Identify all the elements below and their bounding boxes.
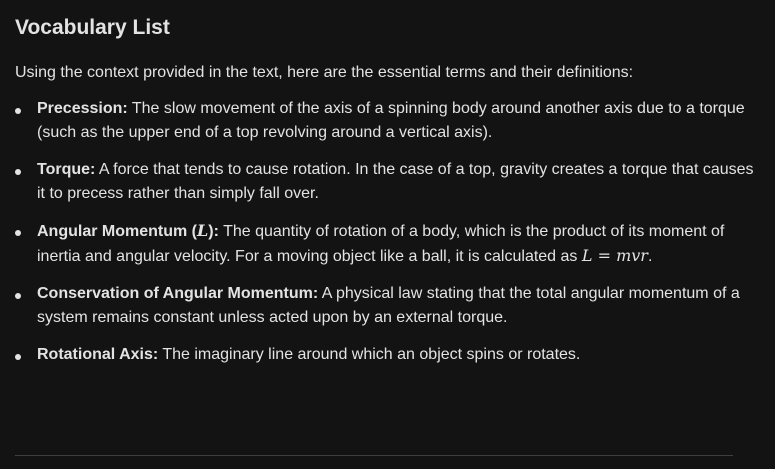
intro-text: Using the context provided in the text, here are the essential terms and their definitions:: [15, 64, 634, 81]
term-name-end: ):: [208, 223, 219, 240]
term-definition: The slow movement of the axis of a spinning body around another axis due to a torque (such as the upper end of a top revolving around a vertical axis).: [37, 100, 745, 141]
bullet-icon: [15, 354, 21, 360]
term-definition: The imaginary line around which an object spins or rotates.: [158, 346, 581, 363]
math-formula: L = mvr: [581, 246, 648, 265]
section-divider: [15, 455, 733, 456]
term-name: Rotational Axis:: [37, 346, 159, 363]
term-angular-momentum: [15, 219, 760, 269]
response-content: [15, 14, 760, 380]
term-name: Precession:: [37, 100, 128, 117]
vocabulary-list: [15, 97, 760, 367]
term-name: Angular Momentum (: [37, 223, 197, 240]
bullet-icon: [15, 169, 21, 175]
term-name: Conservation of Angular Momentum:: [37, 285, 319, 302]
term-definition-end: .: [647, 248, 653, 265]
vocabulary-heading: Vocabulary List: [15, 16, 170, 39]
math-symbol: L: [197, 221, 209, 240]
term-definition: The quantity of rotation of a body, which is the product of its moment of inertia and angular velocity. For a moving object like a ball, it is calculated as: [37, 223, 725, 265]
term-definition: A force that tends to cause rotation. In the case of a top, gravity creates a torque that causes it to precess rather than simply fall over.: [37, 161, 754, 202]
term-definition: A physical law stating that the total angular momentum of a system remains constant unless acted upon by an external torque.: [37, 285, 740, 326]
term-conservation-of-angular-momentum: [15, 282, 760, 330]
term-precession: [15, 97, 760, 145]
bullet-icon: [15, 108, 21, 114]
bullet-icon: [15, 293, 21, 299]
term-name: Torque:: [37, 161, 96, 178]
term-torque: [15, 158, 760, 206]
term-rotational-axis: [15, 343, 760, 367]
bullet-icon: [15, 230, 21, 236]
